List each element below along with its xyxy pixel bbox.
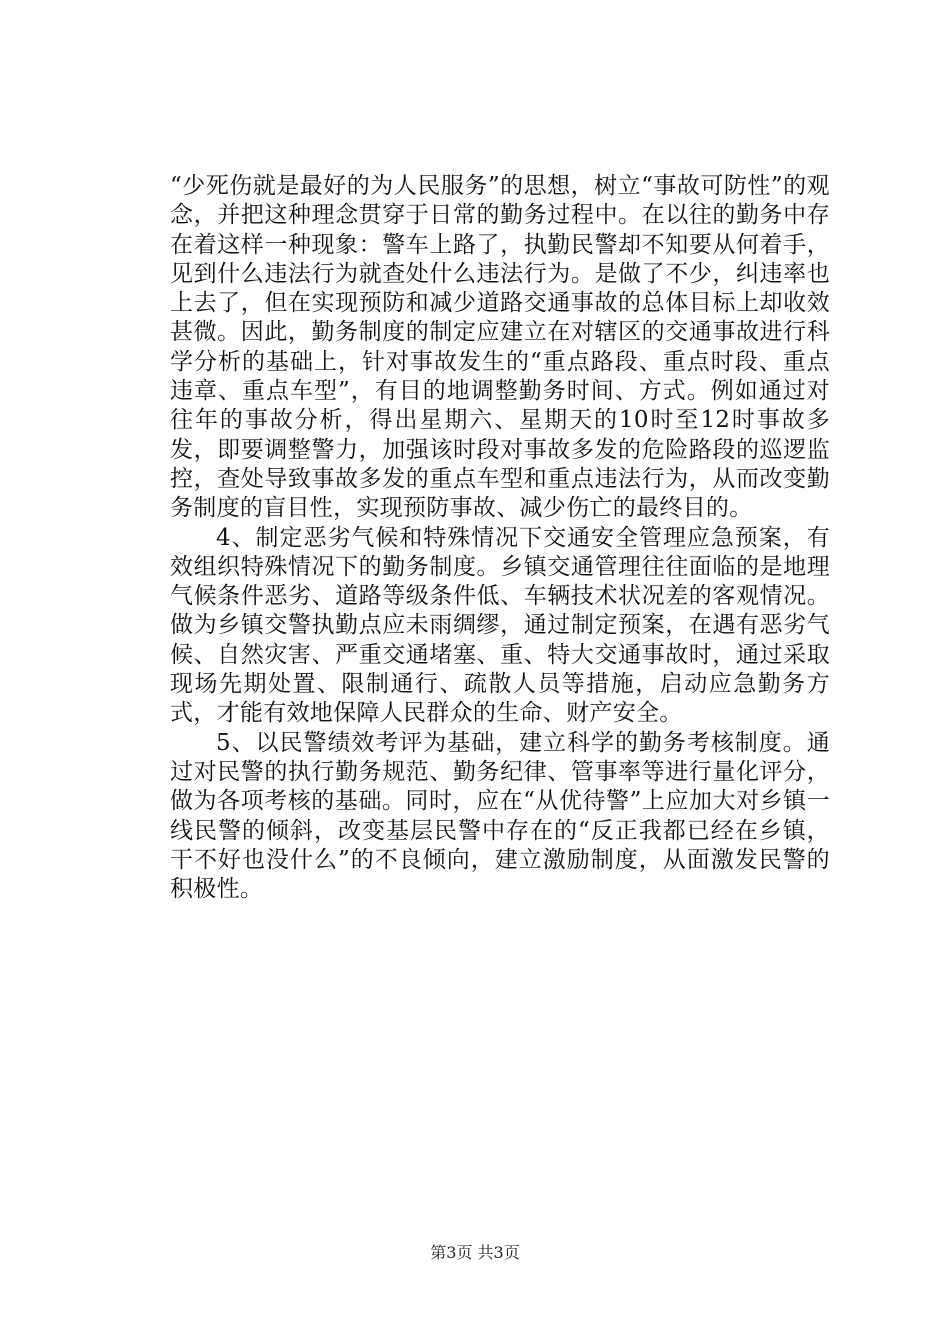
page-footer bbox=[0, 1243, 950, 1263]
paragraph-item-5: 5、以民警绩效考评为基础，建立科学的勤务考核制度。通过对民警的执行勤务规范、勤务纪律、管事率等进行量化评分，做为各项考核的基础。同时，应在“从优待警”上应加大对乡镇一线民警的倾斜，改变基层民警中存在的“反正我都已经在乡镇，干不好也没什么”的不良倾向，建立激励制度，从面激发民警的积极性。 bbox=[170, 729, 830, 903]
paragraph-continuation: “少死伤就是最好的为人民服务”的思想，树立“事故可防性”的观念，并把这种理念贯穿于日常的勤务过程中。在以往的勤务中存在着这样一种现象：警车上路了，执勤民警却不知要从何着手，见到什么违法行为就查处什么违法行为。是做了不少，纠违率也上去了，但在实现预防和减少道路交通事故的总体目标上却收效甚微。因此，勤务制度的制定应建立在对辖区的交通事故进行科学分析的基础上，针对事故发生的“重点路段、重点时段、重点违章、重点车型”，有目的地调整勤务时间、方式。例如通过对往年的事故分析，得出星期六、星期天的10时至12时事故多发，即要调整警力，加强该时段对事故多发的危险路段的巡逻监控，查处导致事故多发的重点车型和重点违法行为，从而改变勤务制度的盲目性，实现预防事故、减少伤亡的最终目的。 bbox=[170, 173, 830, 522]
page-number-label: 第3页 共3页 bbox=[430, 1243, 520, 1262]
paragraph-item-4: 4、制定恶劣气候和特殊情况下交通安全管理应急预案，有效组织特殊情况下的勤务制度。乡镇交通管理往往面临的是地理气候条件恶劣、道路等级条件低、车辆技术状况差的客观情况。做为乡镇交警执勤点应未雨绸缪，通过制定预案，在遇有恶劣气候、自然灾害、严重交通堵塞、重、特大交通事故时，通过采取现场先期处置、限制通行、疏散人员等措施，启动应急勤务方式，才能有效地保障人民群众的生命、财产安全。 bbox=[170, 524, 830, 727]
document-body bbox=[170, 172, 830, 904]
